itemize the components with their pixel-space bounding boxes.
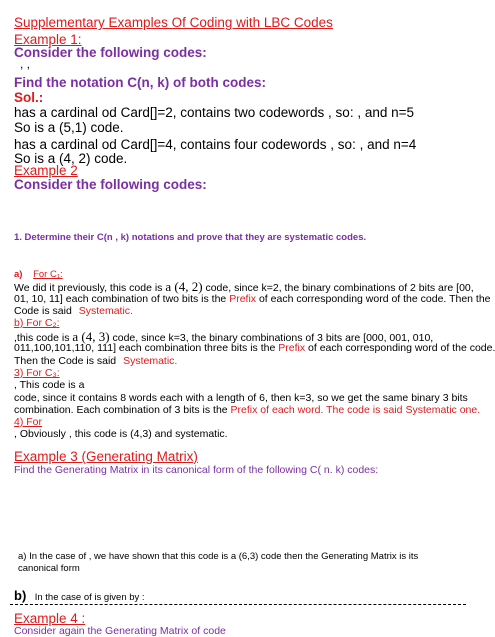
find-generating-matrix: Find the Generating Matrix in its canonical form of the following C( n. k) codes: [14,464,379,476]
item-b-systematic: Systematic. [123,355,178,367]
item-a-text-1b: code, since k=2, the binary combinations of 2 bits are [00, [205,282,474,294]
item-a-systematic: Systematic. [78,305,133,317]
item-a-label [14,270,63,280]
case-b-text: In the case of is given by : [34,592,145,603]
item-c-prefix-systematic: Prefix of each word. The code is said Systematic one. [230,404,481,416]
item-d-label: 4) For [14,416,43,428]
consider-codes-1: Consider the following codes: [14,45,207,60]
item-b-text-3: Then the Code is said [14,355,117,367]
item-c-text-3: combination. Each combination of 3 bits is the [14,404,228,416]
item-d-line-1: , Obviously , this code is (4,3) and systematic. [14,428,228,440]
card-line-1: has a cardinal od Card[]=2, contains two codewords , so: , and n=5 [14,105,414,120]
case-a-line-1: a) In the case of , we have shown that this code is a (6,3) code then the Generating Matrix is its [18,551,419,562]
so-line-1: So is a (5,1) code. [14,120,124,135]
example-1-heading: Example 1: [14,32,82,47]
item-a-text-2b: of each corresponding word of the code. Then the [258,293,491,305]
item-a-line-2 [14,294,491,305]
item-c-line-2: code, since it contains 8 words each with a length of 6, then k=3, so we get the same binary 3 bits [14,392,468,404]
item-a-line-3 [14,306,133,317]
item-c-line-3 [14,405,480,416]
item-b-text-2b: of each corresponding word of the code. [308,342,495,354]
item-b-text-2: 011,100,101,110, 111] each combination three bits is the [14,342,276,354]
case-a-line-2: canonical form [18,563,80,574]
item-b-text-1b: code, since k=3, the binary combinations of 3 bits are [000, 001, 010, [112,332,434,344]
item-b-math: a (4, 3) [72,329,110,344]
example-4-heading: Example 4 : [14,611,86,626]
case-b-label: b) [14,588,27,603]
code-dots: , , [20,57,31,71]
item-b-prefix: Prefix [278,342,306,354]
item-a-text-3: Code is said [14,305,72,317]
item-a-math: a (4, 2) [165,279,203,294]
item-a-for: For C₁: [33,269,63,280]
item-a-line-1 [14,280,474,294]
item-a-text-1: We did it previously, this code is [14,282,163,294]
item-c-label: 3) For C₃: [14,367,60,379]
item-a-letter: a) [14,269,23,280]
example-2-heading: Example 2 [14,163,78,178]
item-a-prefix: Prefix [229,293,257,305]
doc-title: Supplementary Examples Of Coding with LBC Codes [14,15,333,30]
determine-question: 1. Determine their C(n , k) notations and prove that they are systematic codes. [14,232,367,243]
consider-gen-matrix: Consider again the Generating Matrix of code [14,625,226,637]
item-c-line-1: , This code is a [14,379,85,391]
item-b-label: b) For C₂: [14,317,60,329]
sol-label: Sol.: [14,90,44,105]
item-a-text-2: 01, 10, 11] each combination of two bits is the [14,293,227,305]
example-3-heading: Example 3 (Generating Matrix) [14,449,198,464]
so-line-2: So is a (4, 2) code. [14,151,128,166]
dashed-divider [10,604,466,605]
item-b-line-2 [14,343,495,354]
case-b-line [14,588,145,604]
item-b-line-3 [14,356,177,367]
item-b-text-1: ,this code is [14,332,70,344]
consider-codes-2: Consider the following codes: [14,177,207,192]
find-notation: Find the notation C(n, k) of both codes: [14,75,266,90]
card-line-2: has a cardinal od Card[]=4, contains four codewords , so: , and n=4 [14,137,417,152]
